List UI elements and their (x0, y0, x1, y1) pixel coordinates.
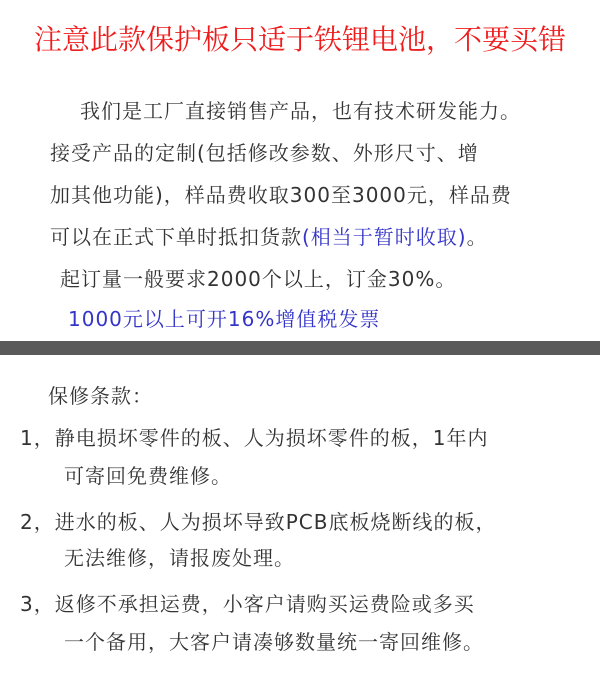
warranty-item-3: 3，返修不承担运费，小客户请购买运费险或多买 (20, 592, 475, 616)
intro-line-4 (50, 221, 488, 250)
warranty-item-1-cont: 可寄回免费维修。 (64, 464, 232, 488)
section-divider (0, 341, 600, 355)
warranty-title: 保修条款： (48, 384, 153, 408)
intro-line-4-text: 可以在正式下单时抵扣货款 (50, 225, 302, 249)
warranty-item-2-cont: 无法维修，请报废处理。 (64, 546, 295, 570)
warranty-item-2: 2，进水的板、人为损坏导致PCB底板烧断线的板， (20, 510, 497, 534)
intro-line-3: 加其他功能)，样品费收取300至3000元，样品费 (50, 183, 512, 207)
intro-line-2: 接受产品的定制(包括修改参数、外形尺寸、增 (50, 141, 479, 165)
intro-line-4-end: 。 (466, 225, 488, 249)
intro-line-1: 我们是工厂直接销售产品，也有技术研发能力。 (80, 99, 521, 123)
warranty-item-1: 1，静电损坏零件的板、人为损坏零件的板，1年内 (20, 426, 489, 450)
warning-banner: 注意此款保护板只适于铁锂电池，不要买错 (33, 23, 566, 56)
intro-line-4-highlight: (相当于暂时收取) (302, 225, 467, 249)
invoice-note: 1000元以上可开16%增值税发票 (68, 307, 381, 331)
intro-line-5: 起订量一般要求2000个以上，订金30%。 (60, 267, 457, 291)
warranty-item-3-cont: 一个备用，大客户请凑够数量统一寄回维修。 (64, 630, 484, 654)
